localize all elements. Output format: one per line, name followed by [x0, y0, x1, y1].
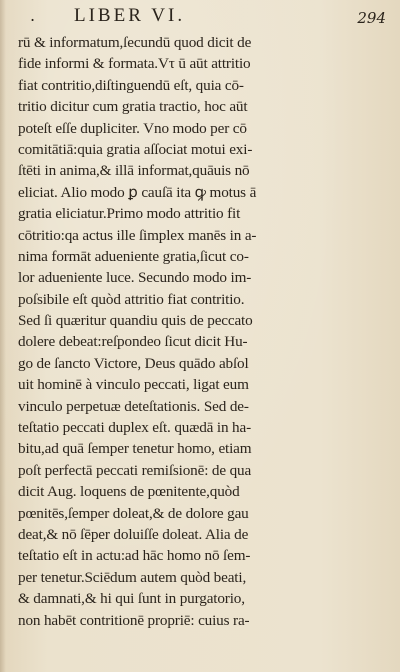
text-line: ſtēti in anima,& illā informat,quāuis nō — [18, 162, 250, 180]
text-line: fiat contritio,diſtinguendū eſt, quia cō- — [18, 76, 244, 94]
text-line: Sed ſi quæritur quandiu quis de peccato — [18, 312, 253, 330]
text-line: dicit Aug. loquens de pœnitente,quòd — [18, 483, 240, 501]
text-line: poſt perfectā peccati remiſsionē: de qua — [18, 461, 252, 479]
text-line: per tenetur.Sciēdum autem quòd beati, — [18, 568, 247, 586]
running-head — [30, 4, 390, 30]
text-line: teſtatio eſt in actu:ad hāc homo nō ſem- — [18, 547, 251, 565]
text-line: deat,& nō ſēper doluiſſe doleat. Alia de — [18, 525, 249, 543]
text-line: fide informi & formata.Vτ ū aūt attritio — [18, 55, 251, 73]
text-line: poteſt eſſe dupliciter. Vno modo per cō — [18, 119, 247, 137]
text-line: & damnati,& hi qui ſunt in purgatorio, — [18, 590, 245, 608]
text-line: rū & informatum,ſecundū quod dicit de — [18, 34, 252, 51]
text-line: nima formāt adueniente gratia,ſicut co- — [18, 247, 249, 265]
text-line: eliciat. Alio modo ꝑ cauſā ita ꝙ motus ā — [18, 183, 257, 201]
text-line: lor adueniente luce. Secundo modo im- — [18, 269, 252, 287]
text-line: bitu,ad quā ſemper tenetur homo, etiam — [18, 440, 252, 458]
page-edge-shadow — [0, 0, 6, 672]
page-number: 294 — [357, 9, 386, 27]
body-text — [18, 32, 398, 631]
text-line: non habēt contritionē propriē: cuius ra- — [18, 611, 250, 629]
running-head-dot: . — [30, 6, 36, 25]
text-line: cōtritio:qa actus ille ſimplex manēs in a- — [18, 226, 257, 244]
text-line: gratia eliciatur.Primo modo attritio fit — [18, 205, 241, 223]
text-line: dolere debeat:reſpondeo ſicut dicit Hu- — [18, 333, 248, 351]
text-line: uit hominē à vinculo peccati, ligat eum — [18, 376, 249, 394]
text-line: teſtatio peccati duplex eſt. quædā in ha- — [18, 419, 251, 437]
text-line: pœnitēs,ſemper doleat,& de dolore gau — [18, 504, 249, 522]
text-line: go de ſancto Victore, Deus quādo abſol — [18, 354, 249, 372]
text-line: tritio dicitur cum gratia tractio, hoc aūt — [18, 98, 248, 116]
running-head-title: LIBER VI. — [74, 5, 186, 26]
text-line: vinculo perpetuæ deteſtationis. Sed de- — [18, 397, 249, 415]
text-line: comitātiā:quia gratia aſſociat motui exi- — [18, 140, 253, 158]
text-line: poſsibile eſt quòd attritio fiat contritio. — [18, 290, 245, 308]
